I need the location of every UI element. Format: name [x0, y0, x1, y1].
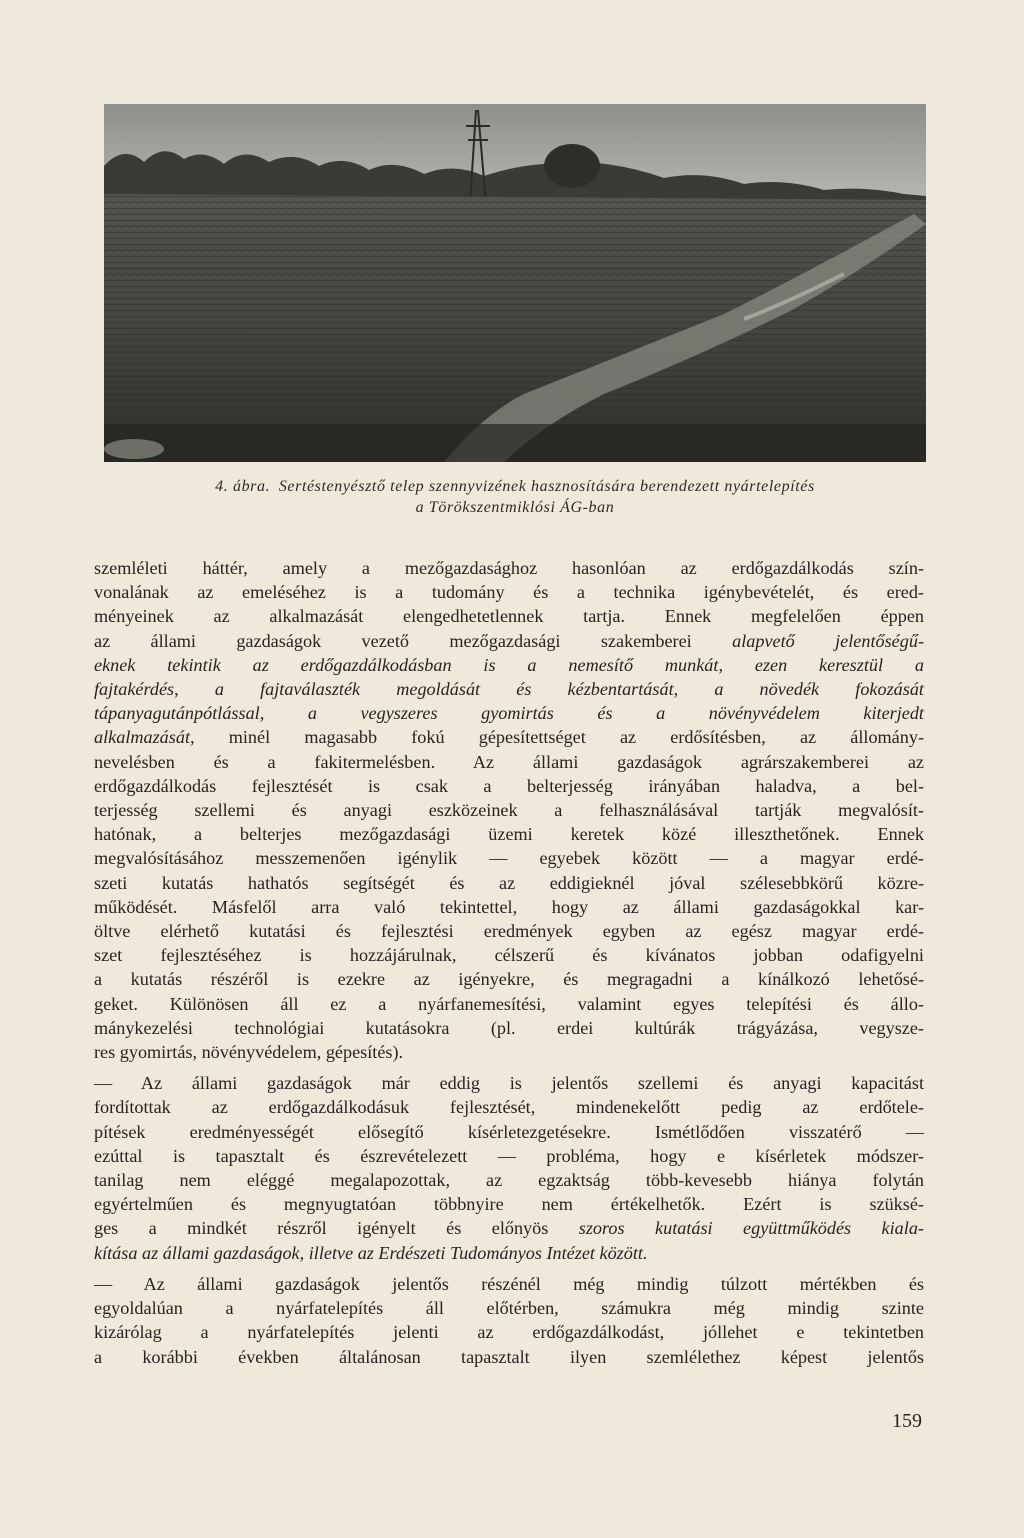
- italic-run: szoros kutatási együttműködés kiala-: [578, 1218, 924, 1239]
- text-line: [94, 1144, 924, 1168]
- text-run: tanilag nem eléggé megalapozottak, az egzaktság több-kevesebb hiánya folytán: [94, 1170, 924, 1191]
- text-line: [94, 943, 924, 967]
- text-run: ges a mindkét részről igényelt és előnyös: [94, 1218, 579, 1239]
- text-line: [94, 604, 924, 628]
- text-line: [94, 677, 924, 701]
- figure-number: 4. ábra.: [215, 478, 271, 495]
- figure-caption: [94, 476, 936, 518]
- caption-text-1: Sertéstenyésztő telep szennyvizének hasznosítására berendezett nyártelepítés: [278, 478, 815, 495]
- caption-line-1: [94, 476, 936, 497]
- text-run: fordítottak az erdőgazdálkodásuk fejlesztését, mindenekelőtt pedig az erdőtele-: [94, 1097, 924, 1118]
- text-run: egyértelműen és megnyugtatóan többnyire nem értékelhetők. Ezért is szüksé-: [94, 1194, 924, 1215]
- text-line: [94, 1216, 924, 1240]
- text-line: [94, 798, 924, 822]
- text-line: [94, 1168, 924, 1192]
- text-line: [94, 701, 924, 725]
- text-line: [94, 1296, 924, 1320]
- italic-run: fajtakérdés, a fajtaválaszték megoldását és kézbentartását, a növedék fokozását: [94, 679, 924, 700]
- text-run: ezúttal is tapasztalt és észrevételezett — probléma, hogy e kísérletek módszer-: [94, 1145, 924, 1166]
- text-run: szet fejlesztéséhez is hozzájárulnak, célszerű és kívánatos jobban odafigyelni: [94, 945, 924, 966]
- text-line: [94, 1272, 924, 1296]
- text-line: [94, 1320, 924, 1344]
- text-run: mánykezelési technológiai kutatásokra (pl. erdei kultúrák trágyázása, vegysze-: [94, 1017, 924, 1038]
- italic-run: kítása az állami gazdaságok, illetve az Erdészeti Tudományos Intézet között.: [94, 1242, 648, 1263]
- text-line: [94, 750, 924, 774]
- body-text: [94, 556, 924, 1376]
- italic-run: alkalmazását,: [94, 727, 195, 748]
- paragraph: [94, 556, 924, 1064]
- text-run: — Az állami gazdaságok jelentős részénél még mindig túlzott mértékben és: [94, 1273, 924, 1294]
- text-line: [94, 846, 924, 870]
- text-line: [94, 1345, 924, 1369]
- text-run: a kutatás részéről is ezekre az igényekre, és megragadni a kínálkozó lehetősé-: [94, 969, 924, 990]
- text-run: hatónak, a belterjes mezőgazdasági üzemi keretek közé illeszthetőnek. Ennek: [94, 824, 924, 845]
- italic-run: eknek tekintik az erdőgazdálkodásban is a nemesítő munkát, ezen keresztül a: [94, 654, 924, 675]
- text-run: kizárólag a nyárfatelepítés jelenti az erdőgazdálkodást, jóllehet e tekintetben: [94, 1322, 924, 1343]
- text-line: [94, 580, 924, 604]
- text-line: [94, 919, 924, 943]
- text-run: — Az állami gazdaságok már eddig is jelentős szellemi és anyagi kapacitást: [94, 1073, 924, 1094]
- italic-run: alapvető jelentőségű-: [732, 630, 924, 651]
- text-line: [94, 895, 924, 919]
- caption-line-2: a Törökszentmiklósi ÁG-ban: [415, 499, 615, 516]
- poplar-plantation-photo: [104, 104, 926, 462]
- italic-run: tápanyagutánpótlással, a vegyszeres gyomirtás és a növényvédelem kiterjedt: [94, 703, 924, 724]
- text-line: [94, 653, 924, 677]
- text-line: [94, 992, 924, 1016]
- text-line: [94, 1192, 924, 1216]
- text-run: a korábbi években általánosan tapasztalt ilyen szemlélethez képest jelentős: [94, 1346, 924, 1367]
- text-run: res gyomirtás, növényvédelem, gépesítés).: [94, 1042, 404, 1063]
- text-run: ményeinek az alkalmazását elengedhetetlennek tartja. Ennek megfelelően éppen: [94, 606, 924, 627]
- text-run: erdőgazdálkodás fejlesztését is csak a belterjesség irányában haladva, a bel-: [94, 775, 924, 796]
- text-line: [94, 774, 924, 798]
- text-line: [94, 1120, 924, 1144]
- text-run: nevelésben és a fakitermelésben. Az állami gazdaságok agrárszakemberei az: [94, 751, 924, 772]
- text-line: [94, 822, 924, 846]
- text-line: [94, 556, 924, 580]
- page-number: 159: [892, 1410, 922, 1432]
- text-line: [94, 629, 924, 653]
- text-run: megvalósításához messzemenően igénylik — egyebek között — a magyar erdé-: [94, 848, 924, 869]
- text-run: terjesség szellemi és anyagi eszközeinek a felhasználásával tartják megvalósít-: [94, 800, 924, 821]
- text-line: [94, 1016, 924, 1040]
- text-run: szeti kutatás hathatós segítségét és az eddigieknél jóval szélesebbkörű közre-: [94, 872, 924, 893]
- paragraph: [94, 1272, 924, 1369]
- text-run: pítések eredményességét elősegítő kísérletezgetésekre. Ismétlődően visszatérő —: [94, 1121, 924, 1142]
- text-line: [94, 725, 924, 749]
- text-line: [94, 967, 924, 991]
- paragraph: [94, 1071, 924, 1265]
- text-run: egyoldalúan a nyárfatelepítés áll előtérben, számukra még mindig szinte: [94, 1298, 924, 1319]
- text-run: szemléleti háttér, amely a mezőgazdasághoz hasonlóan az erdőgazdálkodás szín-: [94, 558, 924, 578]
- text-run: működését. Másfelől arra való tekintettel, hogy az állami gazdaságokkal kar-: [94, 896, 924, 917]
- figure-photo: [104, 104, 926, 462]
- text-line: [94, 1040, 924, 1064]
- text-run: az állami gazdaságok vezető mezőgazdasági szakemberei: [94, 630, 733, 651]
- text-run: öltve elérhető kutatási és fejlesztési eredmények egyben az egész magyar erdé-: [94, 921, 924, 942]
- text-line: [94, 1241, 924, 1265]
- text-run: geket. Különösen áll ez a nyárfanemesítési, valamint egyes telepítési és állo-: [94, 993, 924, 1014]
- text-line: [94, 1071, 924, 1095]
- text-run: minél magasabb fokú gépesítettséget az erdősítésben, az állomány-: [194, 727, 924, 748]
- text-line: [94, 1095, 924, 1119]
- text-line: [94, 871, 924, 895]
- text-run: vonalának az emeléséhez is a tudomány és a technika igénybevételét, és ered-: [94, 582, 924, 603]
